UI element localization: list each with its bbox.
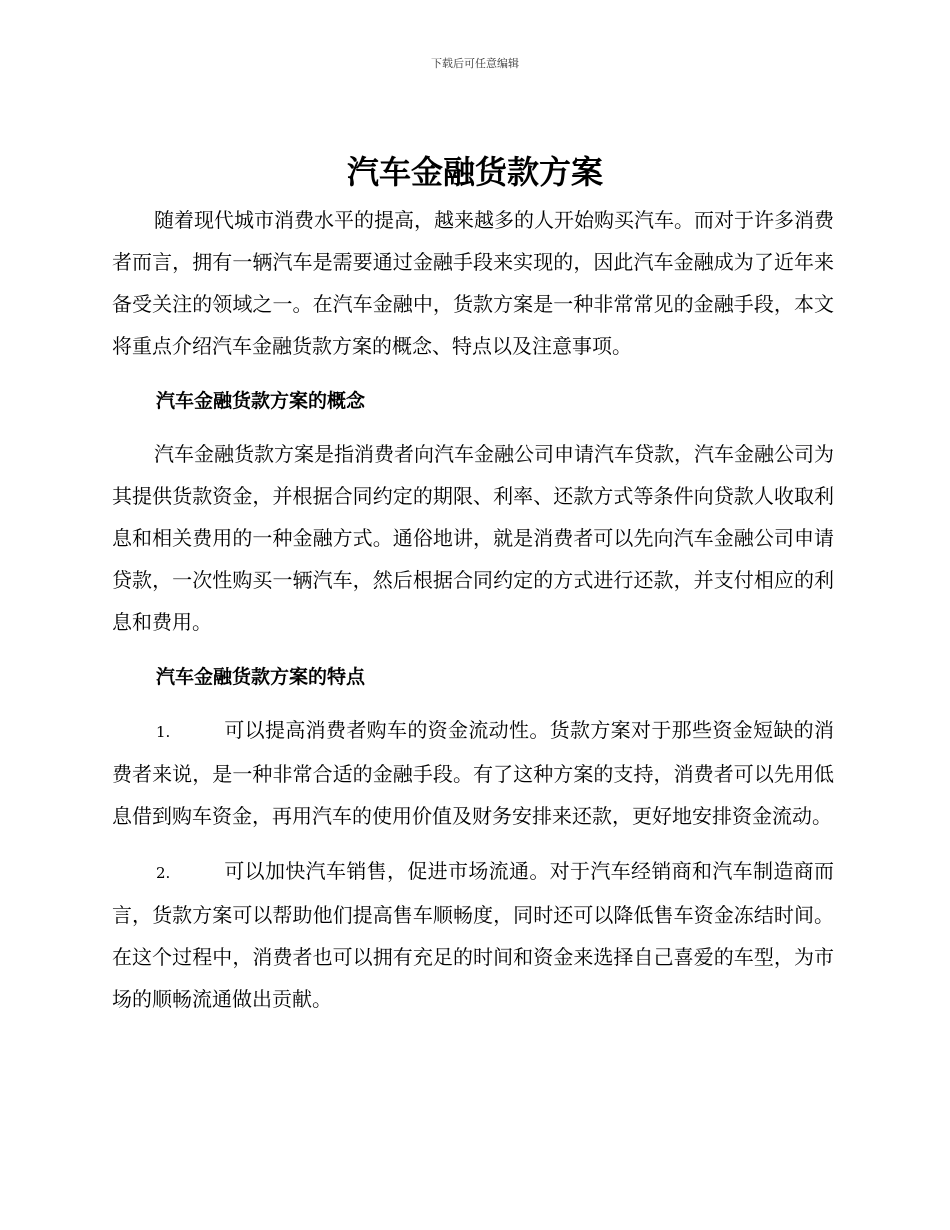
list-number: 2. [156,864,171,882]
paragraph-spacer [112,837,834,850]
concept-paragraph: 汽车金融货款方案是指消费者向汽车金融公司申请汽车贷款，汽车金融公司为其提供货款资金，并根据合同约定的期限、利率、还款方式等条件向贷款人收取利息和相关费用的一种金融方式。通俗地讲，就是消费者可以先向汽车金融公司申请贷款，一次性购买一辆汽车，然后根据合同约定的方式进行还款，并支付相应的利息和费用。 [112,442,834,634]
intro-paragraph: 随着现代城市消费水平的提高，越来越多的人开始购买汽车。而对于许多消费者而言，拥有一辆汽车是需要通过金融手段来实现的，因此汽车金融成为了近年来备受关注的领域之一。在汽车金融中，货款方案是一种非常常见的金融手段，本文将重点介绍汽车金融货款方案的概念、特点以及注意事项。 [112,208,834,358]
list-item [112,850,834,1020]
document-title: 汽车金融货款方案 [346,153,603,191]
list-item-text: 可以加快汽车销售，促进市场流通。对于汽车经销商和汽车制造商而言，货款方案可以帮助他们提高售车顺畅度，同时还可以降低售车资金冻结时间。在这个过程中，消费者也可以拥有充足的时间和资金来选择自己喜爱的车型，为市场的顺畅流通做出贡献。 [112,859,834,1011]
list-item [112,709,834,837]
section-heading-concept: 汽车金融货款方案的概念 [156,390,366,412]
header-note: 下载后可任意编辑 [431,57,519,70]
section-heading-features: 汽车金融货款方案的特点 [156,666,366,688]
list-item-text: 可以提高消费者购车的资金流动性。货款方案对于那些资金短缺的消费者来说，是一种非常合适的金融手段。有了这种方案的支持，消费者可以先用低息借到购车资金，再用汽车的使用价值及财务安排来还款，更好地安排资金流动。 [112,718,834,828]
list-number: 1. [156,723,171,741]
document-body [112,199,834,1020]
